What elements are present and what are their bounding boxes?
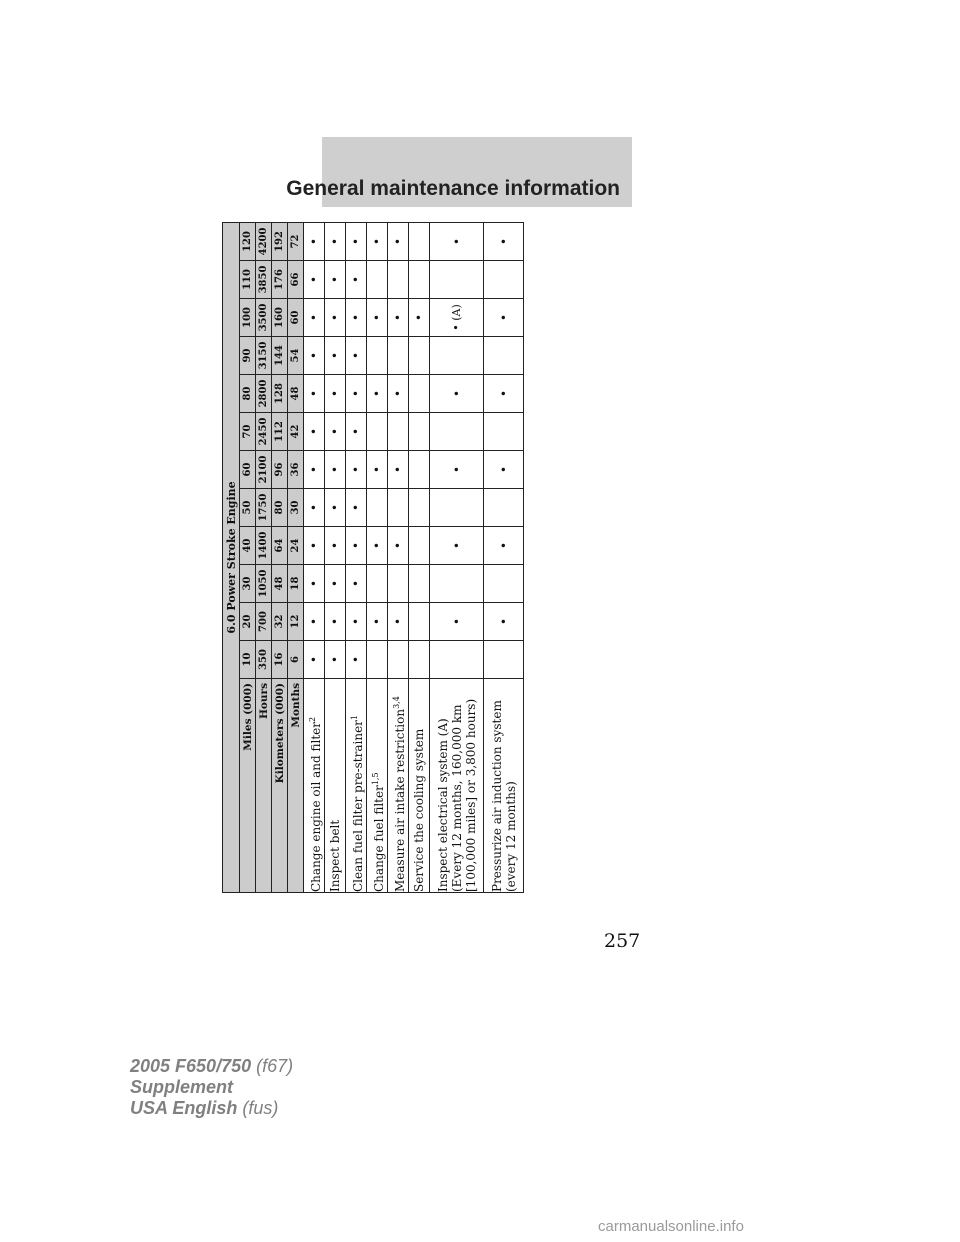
schedule-mark: •	[304, 565, 325, 603]
table-title: 6.0 Power Stroke Engine	[223, 222, 240, 892]
header-cell: 60	[240, 451, 256, 489]
header-cell: 10	[240, 641, 256, 679]
schedule-mark: •	[388, 222, 409, 260]
schedule-mark: •	[304, 299, 325, 337]
schedule-mark	[409, 451, 430, 489]
task-label	[325, 679, 346, 893]
header-cell: 16	[272, 641, 288, 679]
schedule-mark: •	[304, 603, 325, 641]
schedule-mark: •	[484, 222, 524, 260]
schedule-mark: •	[346, 451, 367, 489]
schedule-mark: •	[367, 527, 388, 565]
footer-model: 2005 F650/750	[130, 1056, 252, 1076]
header-cell: 144	[272, 337, 288, 375]
schedule-mark	[409, 337, 430, 375]
header-cell: 64	[272, 527, 288, 565]
schedule-mark	[430, 489, 484, 527]
schedule-mark: •	[346, 375, 367, 413]
header-cell: 32	[272, 603, 288, 641]
schedule-mark: •	[346, 641, 367, 679]
schedule-mark: •	[325, 527, 346, 565]
schedule-mark: •	[325, 451, 346, 489]
footer-model-code: (f67)	[256, 1056, 294, 1076]
table-row	[388, 222, 409, 892]
schedule-mark	[409, 413, 430, 451]
table-row	[409, 222, 430, 892]
schedule-mark	[367, 565, 388, 603]
schedule-mark: •	[367, 222, 388, 260]
schedule-mark: •	[304, 261, 325, 299]
header-cell: 350	[256, 641, 272, 679]
table-row	[325, 222, 346, 892]
schedule-mark	[430, 413, 484, 451]
schedule-mark: •	[304, 413, 325, 451]
schedule-mark: •	[304, 375, 325, 413]
header-cell: 66	[288, 261, 304, 299]
schedule-mark: •	[367, 603, 388, 641]
schedule-mark: •	[346, 222, 367, 260]
header-cell: 12	[288, 603, 304, 641]
header-cell: 192	[272, 222, 288, 260]
header-cell: 20	[240, 603, 256, 641]
schedule-mark: •	[367, 299, 388, 337]
page-title: General maintenance information	[286, 177, 620, 200]
schedule-mark	[430, 565, 484, 603]
task-text: Clean fuel filter pre-strainer	[350, 720, 365, 892]
header-cell: 3850	[256, 261, 272, 299]
schedule-mark: •	[325, 299, 346, 337]
schedule-mark: •	[388, 527, 409, 565]
header-cell: 1750	[256, 489, 272, 527]
task-label	[430, 679, 484, 893]
schedule-mark: •	[325, 375, 346, 413]
schedule-mark	[484, 261, 524, 299]
schedule-mark	[484, 413, 524, 451]
schedule-mark: •	[388, 299, 409, 337]
header-cell: 96	[272, 451, 288, 489]
header-cell: 160	[272, 299, 288, 337]
schedule-mark	[430, 337, 484, 375]
header-cell: 48	[288, 375, 304, 413]
table-row	[304, 222, 325, 892]
header-cell: 110	[240, 261, 256, 299]
schedule-mark	[430, 261, 484, 299]
schedule-mark: •	[367, 375, 388, 413]
table-row	[484, 222, 524, 892]
task-label	[388, 679, 409, 893]
page-number: 257	[604, 930, 641, 952]
header-cell: 18	[288, 565, 304, 603]
schedule-mark: •	[325, 222, 346, 260]
header-cell: 30	[240, 565, 256, 603]
footnote-ref: 2	[307, 716, 317, 723]
schedule-mark	[388, 413, 409, 451]
schedule-mark: •	[304, 337, 325, 375]
header-cell: 112	[272, 413, 288, 451]
header-cell: 120	[240, 222, 256, 260]
footnote-ref: 3,4	[391, 696, 401, 709]
header-label-months: Months	[288, 679, 304, 893]
task-text: Service the cooling system	[412, 728, 426, 892]
schedule-mark: •	[325, 603, 346, 641]
task-label	[346, 679, 367, 893]
schedule-mark	[409, 489, 430, 527]
schedule-mark: •	[484, 603, 524, 641]
schedule-mark	[484, 641, 524, 679]
schedule-mark: •	[325, 489, 346, 527]
schedule-mark	[388, 261, 409, 299]
task-text: Inspect electrical system (A) (Every 12 months, 160,000 km [100,000 miles] or 3,800 hours)	[435, 698, 478, 892]
schedule-mark	[409, 527, 430, 565]
header-cell: 70	[240, 413, 256, 451]
schedule-mark: •	[388, 451, 409, 489]
task-label	[304, 679, 325, 893]
header-cell: 100	[240, 299, 256, 337]
header-label-miles: Miles (000)	[240, 679, 256, 893]
schedule-mark	[484, 489, 524, 527]
header-cell: 128	[272, 375, 288, 413]
schedule-mark: •	[304, 451, 325, 489]
maintenance-schedule-table	[222, 223, 518, 893]
schedule-mark: •	[484, 299, 524, 337]
schedule-mark: •	[346, 527, 367, 565]
task-text: Change fuel filter	[371, 785, 386, 892]
schedule-mark: •	[304, 527, 325, 565]
schedule-mark	[388, 641, 409, 679]
schedule-mark	[388, 337, 409, 375]
schedule-mark	[388, 565, 409, 603]
schedule-mark: •	[325, 641, 346, 679]
schedule-mark	[484, 565, 524, 603]
schedule-mark: •	[325, 413, 346, 451]
header-cell: 4200	[256, 222, 272, 260]
footnote-ref: 1	[349, 714, 359, 721]
schedule-mark	[430, 641, 484, 679]
task-label	[484, 679, 524, 893]
schedule-mark: •	[346, 337, 367, 375]
task-text: Inspect belt	[328, 819, 342, 892]
header-cell: 176	[272, 261, 288, 299]
header-cell: 24	[288, 527, 304, 565]
schedule-mark: •	[430, 603, 484, 641]
schedule-mark: •	[304, 489, 325, 527]
header-cell: 1400	[256, 527, 272, 565]
header-cell: 40	[240, 527, 256, 565]
task-text: Change engine oil and filter	[308, 722, 323, 892]
header-cell: 30	[288, 489, 304, 527]
schedule-mark: •	[304, 222, 325, 260]
header-cell: 1050	[256, 565, 272, 603]
schedule-mark: •	[325, 565, 346, 603]
watermark: carmanualsonline.info	[598, 1218, 744, 1235]
schedule-mark	[409, 603, 430, 641]
footer-language: USA English	[130, 1098, 238, 1118]
header-cell: 54	[288, 337, 304, 375]
header-label-hours: Hours	[256, 679, 272, 893]
header-cell: 80	[272, 489, 288, 527]
task-label	[367, 679, 388, 893]
schedule-mark	[409, 222, 430, 260]
header-band	[286, 137, 632, 207]
header-cell: 700	[256, 603, 272, 641]
schedule-mark	[409, 565, 430, 603]
footer-language-code: (fus)	[242, 1098, 279, 1118]
task-text: Measure air intake restriction	[392, 708, 407, 892]
header-cell: 2100	[256, 451, 272, 489]
header-cell: 90	[240, 337, 256, 375]
schedule-mark: •	[484, 451, 524, 489]
schedule-mark: •	[430, 222, 484, 260]
schedule-mark: •	[484, 375, 524, 413]
schedule-mark: •	[346, 489, 367, 527]
schedule-mark: •	[388, 603, 409, 641]
schedule-mark	[367, 489, 388, 527]
schedule-mark	[367, 261, 388, 299]
schedule-mark: •	[325, 337, 346, 375]
header-cell: 48	[272, 565, 288, 603]
schedule-mark: •	[346, 261, 367, 299]
header-cell: 2800	[256, 375, 272, 413]
schedule-mark: •	[409, 299, 430, 337]
schedule-mark	[367, 641, 388, 679]
schedule-mark: •	[367, 451, 388, 489]
schedule-mark	[409, 641, 430, 679]
schedule-mark	[367, 337, 388, 375]
schedule-mark	[484, 337, 524, 375]
schedule-mark: •	[346, 413, 367, 451]
schedule-mark: • (A)	[430, 299, 484, 337]
schedule-mark	[367, 413, 388, 451]
schedule-mark: •	[388, 375, 409, 413]
schedule-mark	[409, 375, 430, 413]
schedule-table	[222, 222, 524, 893]
footer-supplement: Supplement	[130, 1077, 234, 1097]
header-cell: 36	[288, 451, 304, 489]
task-rows	[304, 222, 524, 892]
schedule-mark: •	[430, 527, 484, 565]
header-cell: 3150	[256, 337, 272, 375]
schedule-mark: •	[346, 299, 367, 337]
header-label-kilometers: Kilometers (000)	[272, 679, 288, 893]
table-row	[367, 222, 388, 892]
header-cell: 50	[240, 489, 256, 527]
schedule-mark	[388, 489, 409, 527]
header-cell: 3500	[256, 299, 272, 337]
schedule-mark: •	[346, 565, 367, 603]
schedule-mark: •	[304, 641, 325, 679]
header-cell: 6	[288, 641, 304, 679]
table-row	[346, 222, 367, 892]
task-label	[409, 679, 430, 893]
header-cell: 80	[240, 375, 256, 413]
schedule-mark: •	[484, 527, 524, 565]
header-cell: 72	[288, 222, 304, 260]
task-text: Pressurize air induction system (every 12 months)	[489, 700, 518, 892]
header-cell: 2450	[256, 413, 272, 451]
schedule-mark: •	[346, 603, 367, 641]
schedule-mark: •	[325, 261, 346, 299]
footer	[130, 1056, 293, 1119]
schedule-mark	[409, 261, 430, 299]
footnote-ref: 1,5	[370, 772, 380, 786]
header-cell: 60	[288, 299, 304, 337]
table-row	[430, 222, 484, 892]
schedule-mark: •	[430, 451, 484, 489]
schedule-mark: •	[430, 375, 484, 413]
header-cell: 42	[288, 413, 304, 451]
